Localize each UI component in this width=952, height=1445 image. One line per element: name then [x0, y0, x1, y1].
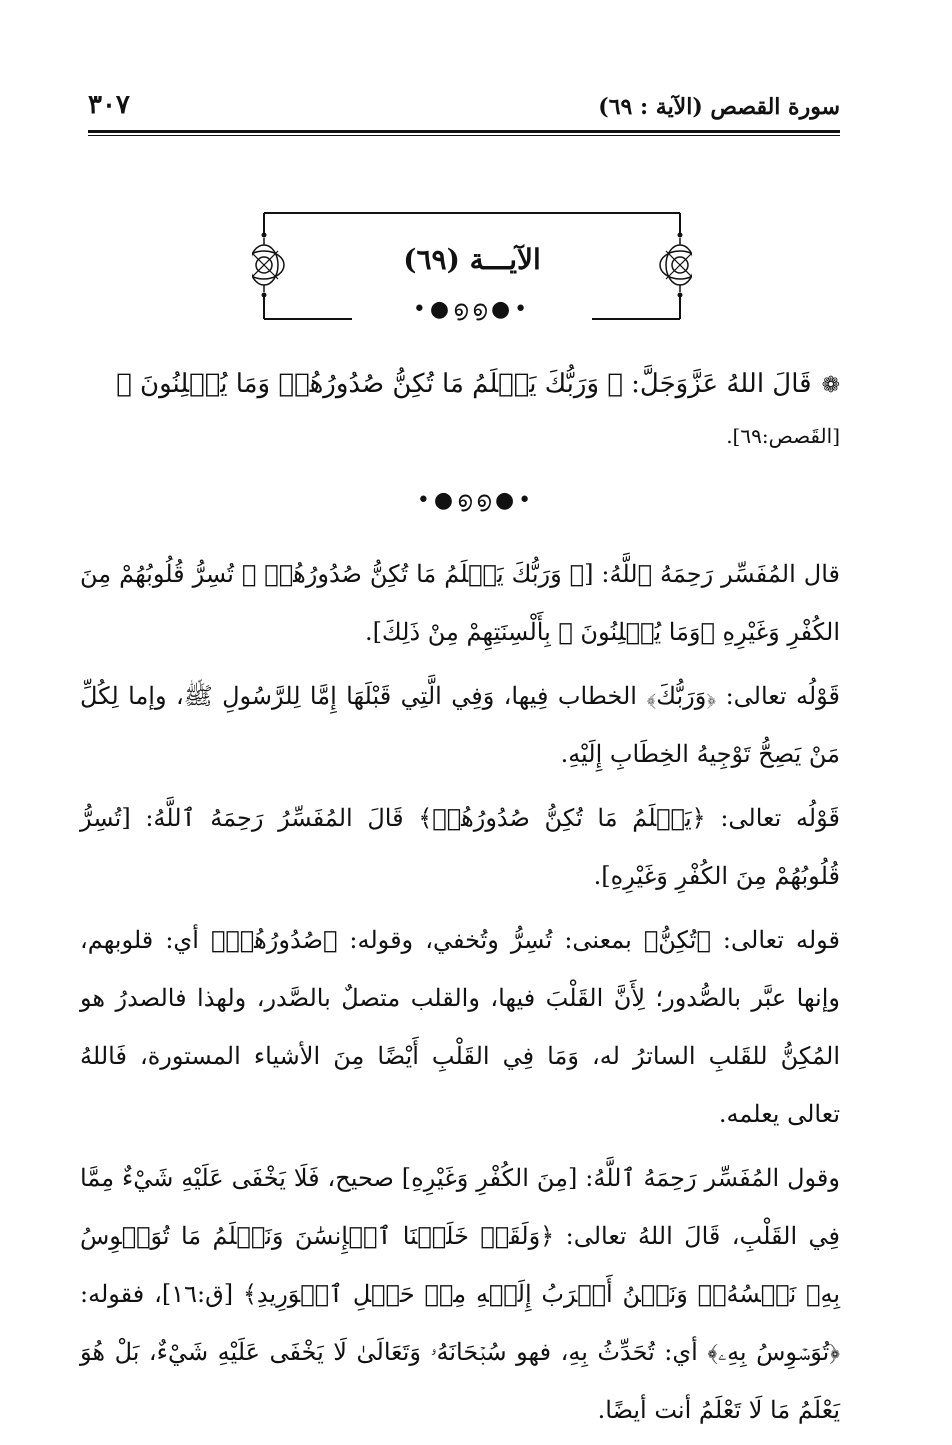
section-title-frame [252, 205, 692, 345]
paragraph: قَوْلُه تعالى: ﴿يَعۡلَمُ مَا تُكِنُّ صُدُورُهُمۡ﴾ قَالَ المُفَسِّرُ رَحِمَهُ ٱللَّهُ: [تُسِرُّ قُلُوبُهُمْ مِنَ الكُفْرِ وَغَيْرِهِ]. [80, 804, 840, 890]
commentary [80, 545, 840, 1445]
title-ornament: •●൭൭●• [412, 297, 532, 322]
verse-text [80, 360, 840, 410]
verse-body: قَالَ اللهُ عَزَّوَجَلَّ: ﴿ وَرَبُّكَ يَعۡلَمُ مَا تُكِنُّ صُدُورُهُمۡ وَمَا يُعۡلِنُونَ ﴾ [116, 369, 812, 399]
separator-ornament: •●൭൭●• [416, 488, 536, 513]
header-rule-thin [88, 135, 840, 136]
running-header [88, 86, 840, 126]
header-rule [88, 130, 840, 133]
paragraph: قوله تعالى: ﴿تُكِنُّ﴾ بمعنى: تُسِرُّ وتُخفي، وقوله: ﴿صُدُورُهُمۡ﴾ أي: قلوبهم، وإنها عبَّر بالصُّدور؛ لِأَنَّ القَلْبَ فيها، والقلب متصلٌ بالصَّدر، ولهذا فالصدرُ هو المُكِنُّ للقَلبِ الساترُ له، وَمَا فِي القَلْبِ أَيْضًا مِنَ الأشياء المستورة، فَاللهُ تعالى يعلمه. [80, 926, 840, 1128]
header-title: سورة القصص (الآية : ٦٩) [598, 94, 840, 120]
verse-section [80, 360, 840, 456]
paragraph: قَوْلُه تعالى: ﴿وَرَبُّكَ﴾ الخطاب فِيها، وَفِي الَّتِي قَبْلَهَا إِمَّا لِلرَّسُولِ ﷺ، وإما لِكُلِّ مَنْ يَصِحُّ تَوْجِيهُ الخِطَابِ إِلَيْهِ. [80, 682, 840, 768]
paragraph: وقول المُفَسِّر رَحِمَهُ ٱللَّهُ: [مِنَ الكُفْرِ وَغَيْرِهِ] صحيح، فَلَا يَخْفَى عَلَيْهِ شَيْءٌ مِمَّا فِي القَلْبِ، قَالَ اللهُ تعالى: ﴿وَلَقَدۡ خَلَقۡنَا ٱلۡإِنسَٰنَ وَنَعۡلَمُ مَا تُوَسۡوِسُ بِهِۦ نَفۡسُهُۥۖ وَنَحۡنُ أَقۡرَبُ إِلَيۡهِ مِنۡ حَبۡلِ ٱلۡوَرِيدِ﴾ [ق:١٦]، فقوله: ﴿تُوَسۡوِسُ بِهِۦ﴾ أي: تُحَدِّثُ بِهِ، فهو سُبۡحَانَهُۥ وَتَعَالَىٰ لَا يَخْفَى عَلَيْهِ شَيْءٌ، بَلْ هُوَ يَعْلَمُ مَا لَا تَعْلَمُ أنت أيضًا. [80, 1164, 841, 1424]
paragraph: قال المُفَسِّر رَحِمَهُ ٱللَّهُ: [﴿ وَرَبُّكَ يَعۡلَمُ مَا تُكِنُّ صُدُورُهُمۡ ﴾ تُسِرُّ قُلُوبُهُمْ مِنَ الكُفْرِ وَغَيْرِهِ ﴿وَمَا يُعۡلِنُونَ ﴾ بِأَلْسِنَتِهِمْ مِنْ ذَلِكَ]. [80, 560, 840, 646]
section-title: الآيـــة (٦٩) [403, 243, 541, 276]
page-number: ٣٠٧ [88, 90, 130, 120]
verse-reference: [القَصص:٦٩]. [726, 424, 840, 448]
flower-icon: ❁ [821, 373, 840, 398]
